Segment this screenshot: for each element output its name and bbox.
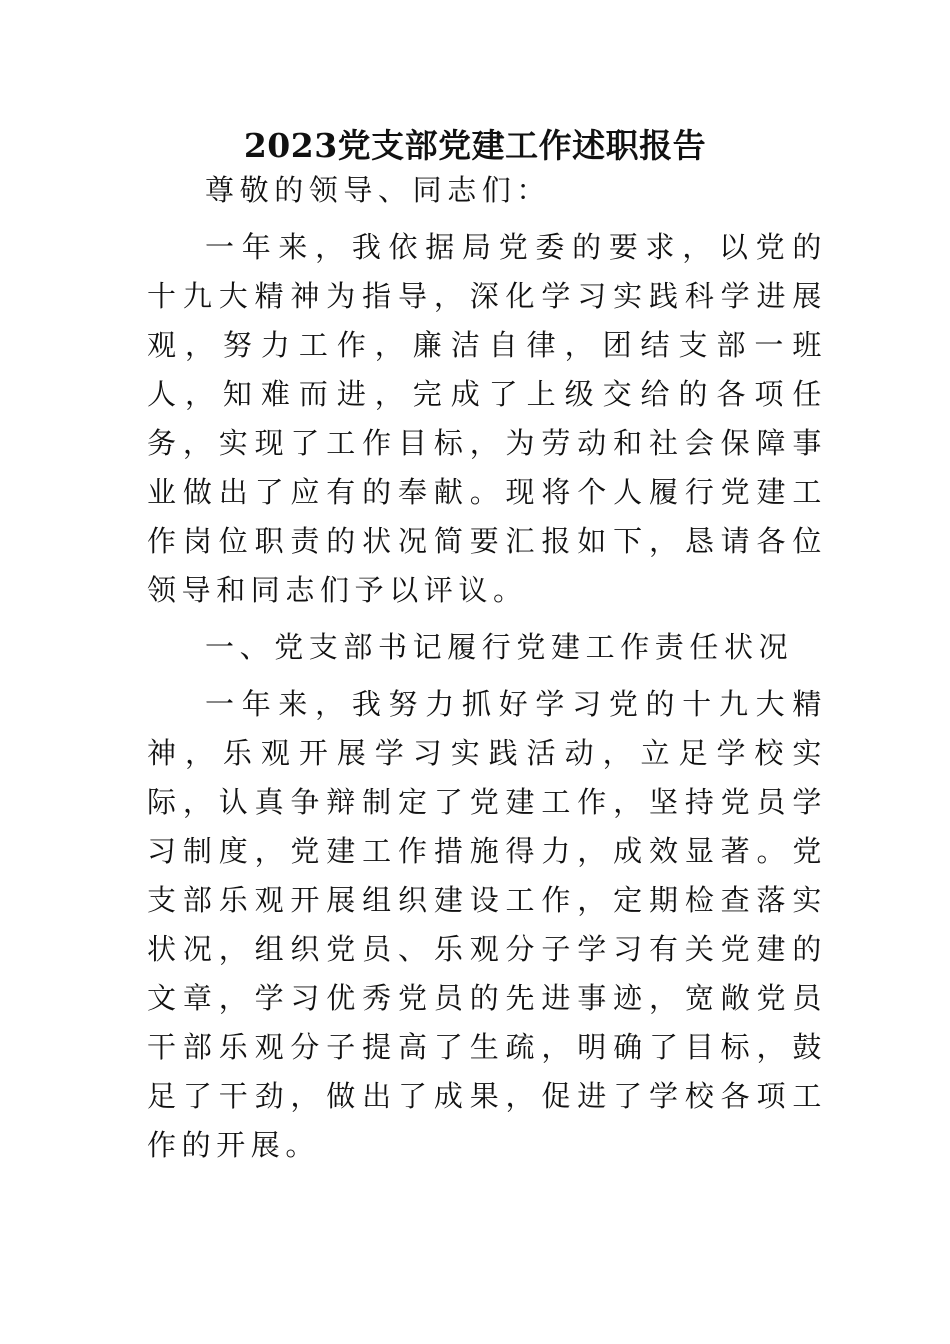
salutation-paragraph: 尊敬的领导、同志们： (205, 173, 552, 207)
section-paragraph: 一年来，我努力抓好学习党的十九大精神，乐观开展学习实践活动，立足学校实际，认真争辩制定了党建工作，坚持党员学习制度，党建工作措施得力，成效显著。党支部乐观开展组织建设工作，定期检查落实状况，组织党员、乐观分子学习有关党建的文章，学习优秀党员的先进事迹，宽敞党员干部乐观分子提高了生疏，明确了目标，鼓足了干劲，做出了成果，促进了学校各项工作的开展。 (147, 687, 827, 1162)
section-heading: 一、党支部书记履行党建工作责任状况 (205, 630, 794, 664)
intro-paragraph: 一年来，我依据局党委的要求，以党的十九大精神为指导，深化学习实践科学进展观，努力工作，廉洁自律，团结支部一班人，知难而进，完成了上级交给的各项任务，实现了工作目标，为劳动和社会保障事业做出了应有的奉献。现将个人履行党建工作岗位职责的状况简要汇报如下，恳请各位领导和同志们予以评议。 (147, 230, 827, 607)
document-title: 2023党支部党建工作述职报告 (243, 126, 707, 165)
document-body (147, 166, 827, 1170)
